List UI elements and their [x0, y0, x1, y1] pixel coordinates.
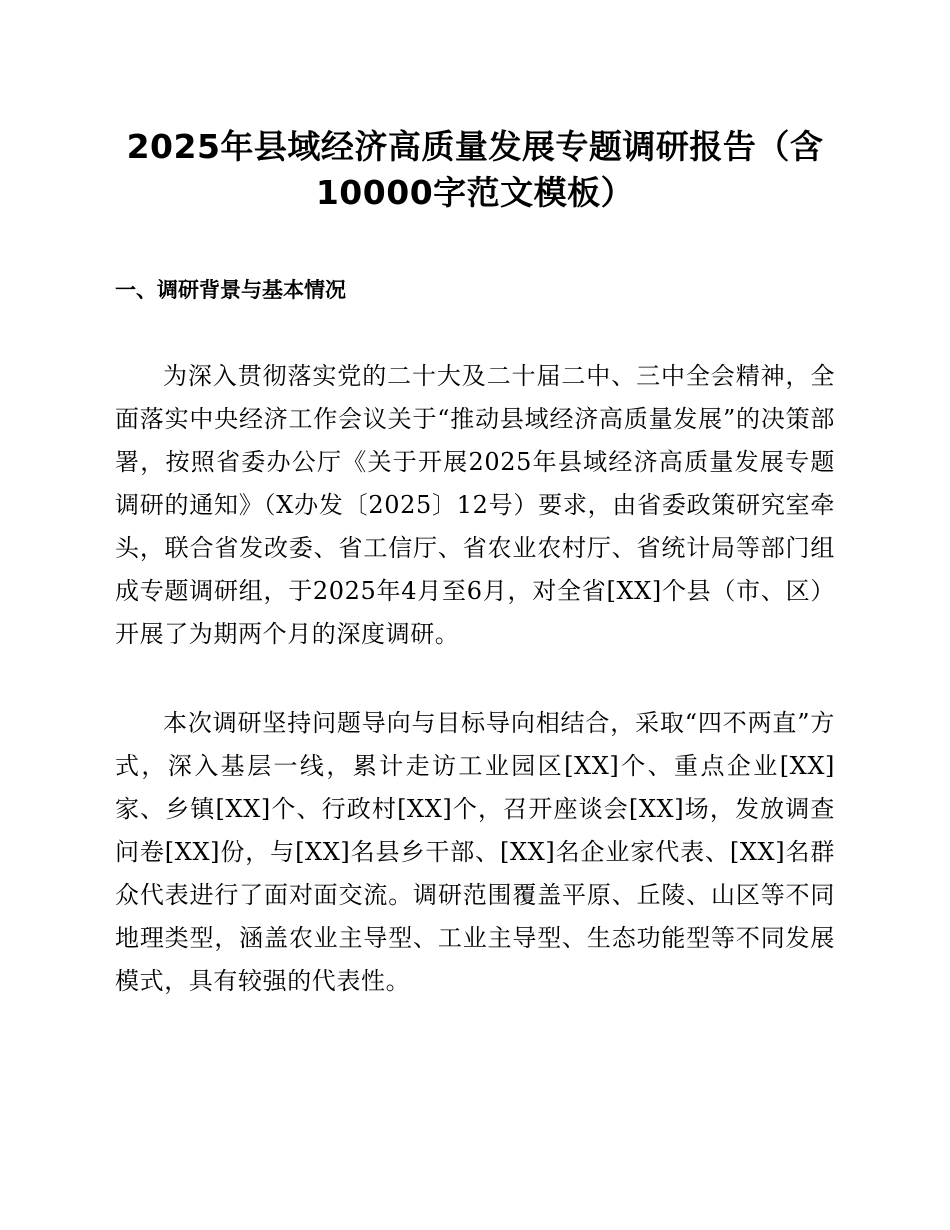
section-heading-background: 一、调研背景与基本情况 [115, 278, 346, 302]
document-title: 2025年县域经济高质量发展专题调研报告（含10000字范文模板） [126, 127, 824, 212]
paragraph-research-method: 本次调研坚持问题导向与目标导向相结合，采取“四不两直”方式，深入基层一线，累计走访工业园区[XX]个、重点企业[XX]家、乡镇[XX]个、行政村[XX]个，召开座谈会[XX]场，发放调查问卷[XX]份，与[XX]名县乡干部、[XX]名企业家代表、[XX]名群众代表进行了面对面交流。调研范围覆盖平原、丘陵、山区等不同地理类型，涵盖农业主导型、工业主导型、生态功能型等不同发展模式，具有较强的代表性。 [115, 709, 835, 995]
paragraph-research-background: 为深入贯彻落实党的二十大及二十届二中、三中全会精神，全面落实中央经济工作会议关于“推动县域经济高质量发展”的决策部署，按照省委办公厅《关于开展2025年县域经济高质量发展专题调研的通知》（X办发〔2025〕12号）要求，由省委政策研究室牵头，联合省发改委、省工信厅、省农业农村厅、省统计局等部门组成专题调研组，于2025年4月至6月，对全省[XX]个县（市、区）开展了为期两个月的深度调研。 [115, 362, 835, 648]
